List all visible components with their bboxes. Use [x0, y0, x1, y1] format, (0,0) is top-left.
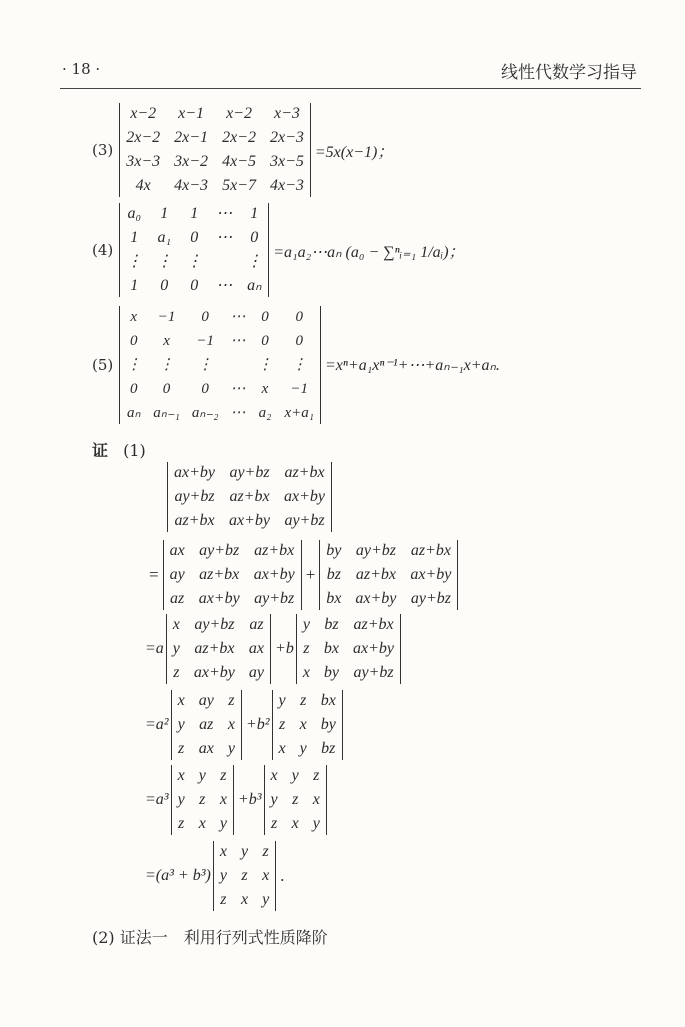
matrix-entry: 1	[130, 277, 139, 294]
determinant-a	[166, 614, 271, 684]
matrix-entry: 0	[250, 229, 259, 246]
item-label: (4)	[92, 241, 114, 259]
matrix-entry: bx	[323, 640, 340, 657]
matrix-entry: by	[320, 716, 336, 733]
matrix-entry: ay+bz	[410, 590, 451, 607]
matrix-entry: y	[302, 616, 310, 633]
matrix-entry: az+bx	[355, 566, 396, 583]
matrix-entry: 4x−3	[174, 177, 209, 194]
matrix-entry: ax+by	[229, 512, 270, 529]
matrix-entry: az+bx	[174, 512, 215, 529]
matrix-entry: x	[302, 664, 310, 681]
matrix-entry: ⋮	[159, 357, 175, 373]
matrix-entry: ay	[169, 566, 185, 583]
determinant-b	[272, 690, 343, 760]
matrix-entry: ay	[198, 692, 214, 709]
matrix-entry: x	[130, 309, 138, 325]
matrix-entry: 1	[130, 229, 139, 246]
matrix-entry: x	[278, 740, 286, 757]
matrix-entry: 2x−3	[269, 129, 304, 146]
proof-step-0	[167, 462, 332, 532]
item-4	[92, 203, 465, 297]
coef: =(a³ + b³)	[145, 867, 211, 884]
determinant-b	[296, 614, 401, 684]
matrix-entry: az+bx	[353, 616, 394, 633]
matrix-entry: ay+bz	[284, 512, 325, 529]
matrix-entry: x	[219, 791, 227, 808]
matrix-entry: z	[292, 791, 299, 808]
book-title: 线性代数学习指导	[501, 63, 637, 83]
matrix-entry: ⋮	[126, 253, 143, 270]
matrix-entry: z	[178, 740, 185, 757]
matrix-entry: x	[177, 692, 185, 709]
matrix-entry: ay	[248, 664, 265, 681]
matrix-entry: x	[261, 381, 269, 397]
matrix-entry: y	[291, 767, 299, 784]
matrix-entry: x	[262, 867, 270, 884]
matrix-entry: 0	[201, 309, 209, 325]
matrix-entry: ax+by	[410, 566, 452, 583]
matrix-entry: x	[198, 815, 206, 832]
determinant-b	[264, 765, 327, 835]
next-section-line: (2) 证法一 利用行列式性质降阶	[92, 928, 328, 947]
matrix-entry: 0	[295, 333, 303, 349]
matrix-entry: 0	[295, 309, 303, 325]
page-number: · 18 ·	[62, 60, 101, 78]
matrix-entry: bz	[326, 566, 341, 583]
matrix-entry: 2x−2	[222, 129, 256, 146]
matrix-entry	[216, 251, 232, 273]
matrix-entry: 0	[261, 333, 269, 349]
matrix-entry: z	[303, 640, 310, 657]
matrix-entry: ax+by	[193, 664, 235, 681]
matrix-entry: ay+bz	[229, 464, 270, 481]
matrix-entry: y	[240, 843, 249, 860]
matrix-entry: az+bx	[229, 488, 270, 505]
matrix-entry: z	[220, 891, 227, 908]
matrix-entry: y	[177, 716, 185, 733]
matrix-entry: az+bx	[254, 542, 295, 559]
matrix-entry: aₙ	[247, 277, 262, 294]
matrix-entry: ay+bz	[174, 488, 215, 505]
matrix-entry: ay+bz	[199, 542, 240, 559]
matrix-entry: ay+bz	[194, 616, 235, 633]
matrix-entry: 4x−5	[222, 153, 256, 170]
proof-step-3	[145, 690, 343, 760]
matrix-entry: ⋯	[230, 309, 246, 325]
item-5	[92, 306, 500, 424]
matrix-entry: y	[312, 815, 320, 832]
matrix-entry: x	[312, 791, 320, 808]
determinant-b	[319, 540, 458, 610]
matrix-entry: x	[291, 815, 299, 832]
matrix-entry: ⋯	[230, 381, 246, 397]
matrix-entry: z	[270, 815, 278, 832]
matrix-entry: y	[172, 640, 180, 657]
matrix-entry: y	[198, 767, 206, 784]
matrix-entry: x	[163, 333, 170, 349]
matrix-entry: a₂	[258, 405, 272, 421]
matrix-entry: 0	[160, 277, 169, 294]
matrix-entry: −1	[196, 333, 214, 349]
matrix-entry: x	[270, 767, 278, 784]
matrix-entry: az	[170, 590, 185, 607]
matrix-entry: ax	[169, 542, 185, 559]
matrix-entry: y	[262, 891, 270, 908]
matrix-entry: y	[227, 740, 235, 757]
item-3	[92, 103, 393, 197]
matrix-entry: −1	[157, 309, 176, 325]
matrix-entry: aₙ	[127, 405, 141, 421]
matrix-entry: ax+by	[355, 590, 397, 607]
matrix-entry: aₙ₋₁	[153, 405, 180, 421]
matrix-entry: 4x−3	[269, 177, 304, 194]
proof-heading	[92, 438, 146, 461]
proof-step-4	[145, 765, 327, 835]
period: .	[280, 866, 285, 885]
proof-mark: 证	[92, 441, 109, 460]
matrix-entry: z	[278, 716, 286, 733]
equals-sign: =	[149, 565, 159, 584]
matrix-entry: z	[178, 815, 185, 832]
matrix-entry: az	[249, 616, 264, 633]
matrix-entry: by	[323, 664, 340, 681]
matrix-entry: 5x−7	[222, 177, 256, 194]
matrix-entry: ⋯	[216, 205, 233, 222]
matrix-entry: x	[219, 843, 227, 860]
matrix-entry: x	[172, 616, 180, 633]
matrix-entry: ⋮	[186, 253, 203, 270]
matrix-entry: by	[326, 542, 342, 559]
matrix-entry: 3x−2	[174, 153, 209, 170]
matrix-entry: ax+by	[174, 464, 215, 481]
matrix-entry: ay+bz	[355, 542, 396, 559]
matrix-entry: x−3	[273, 105, 300, 122]
matrix-entry: y	[219, 815, 227, 832]
matrix-entry: x	[177, 767, 185, 784]
matrix-entry: ⋮	[126, 357, 142, 373]
item-rhs: =xⁿ+a₁xⁿ⁻¹+⋯+aₙ₋₁x+aₙ.	[324, 357, 500, 374]
matrix-entry: 1	[160, 205, 169, 222]
plus-sign: +	[305, 565, 316, 584]
matrix-entry: z	[199, 791, 206, 808]
matrix-entry: z	[241, 867, 248, 884]
coef-a: =a²	[145, 716, 169, 733]
matrix-entry: 3x−5	[269, 153, 304, 170]
matrix-entry: y	[278, 692, 286, 709]
matrix-entry: ⋯	[216, 229, 233, 246]
matrix-entry: ay+bz	[254, 590, 295, 607]
matrix-entry	[230, 354, 245, 376]
matrix-entry: x−2	[226, 105, 252, 122]
determinant	[119, 306, 321, 424]
matrix-entry: bx	[326, 590, 342, 607]
matrix-entry: x−1	[178, 105, 205, 122]
proof-step-2	[145, 614, 401, 684]
matrix-entry: 0	[190, 277, 199, 294]
matrix-entry: 0	[190, 229, 199, 246]
matrix-entry: az+bx	[199, 566, 240, 583]
matrix-entry: ay+bz	[353, 664, 394, 681]
determinant	[167, 462, 332, 532]
matrix-entry: 2x−1	[174, 129, 209, 146]
matrix-entry: az+bx	[284, 464, 325, 481]
determinant	[119, 203, 269, 297]
matrix-entry: y	[219, 867, 227, 884]
matrix-entry: z	[300, 692, 307, 709]
matrix-entry: ⋯	[230, 405, 246, 421]
matrix-entry: 0	[261, 309, 269, 325]
matrix-entry: ax	[198, 740, 214, 757]
coef-a: =a³	[145, 791, 169, 808]
coef-a: =a	[145, 640, 164, 657]
matrix-entry: x	[240, 891, 249, 908]
matrix-entry: bz	[321, 740, 336, 757]
matrix-entry: ⋯	[230, 333, 246, 349]
proof-part: (1)	[123, 441, 146, 460]
determinant-a	[163, 540, 302, 610]
determinant-a	[171, 690, 242, 760]
matrix-entry: ⋮	[197, 357, 213, 373]
matrix-entry: 0	[130, 381, 138, 397]
matrix-entry: ax+by	[353, 640, 395, 657]
matrix-entry: x	[299, 716, 307, 733]
matrix-entry: az	[199, 716, 214, 733]
matrix-entry: −1	[290, 381, 309, 397]
item-label: (3)	[92, 141, 114, 159]
matrix-entry: z	[313, 767, 320, 784]
determinant	[213, 841, 276, 911]
item-rhs: =5x(x−1)；	[314, 143, 394, 161]
matrix-entry: bx	[320, 692, 336, 709]
matrix-entry: ax	[248, 640, 265, 657]
matrix-entry: 0	[162, 381, 171, 397]
matrix-entry: az+bx	[194, 640, 235, 657]
matrix-entry: 0	[201, 381, 209, 397]
coef-b: +b	[275, 640, 294, 657]
proof-step-5	[145, 841, 288, 911]
matrix-entry: z	[173, 664, 180, 681]
matrix-entry: 3x−3	[126, 153, 161, 170]
matrix-entry: x+a₁	[284, 405, 314, 421]
determinant	[119, 103, 311, 197]
matrix-entry: ⋮	[246, 253, 263, 270]
matrix-entry: x	[227, 716, 235, 733]
matrix-entry: ax+by	[284, 488, 325, 505]
matrix-entry: z	[220, 767, 227, 784]
matrix-entry: 0	[130, 333, 138, 349]
matrix-entry: z	[228, 692, 235, 709]
matrix-entry: y	[270, 791, 278, 808]
matrix-entry: 2x−2	[126, 129, 161, 146]
matrix-entry: ⋮	[156, 253, 173, 270]
matrix-entry: y	[177, 791, 185, 808]
coef-b: +b²	[245, 716, 270, 733]
item-rhs: =a₁a₂⋯aₙ (a₀ − ∑ⁿᵢ₌₁ 1/aᵢ)；	[273, 243, 465, 261]
matrix-entry: ⋯	[216, 277, 233, 294]
matrix-entry: ⋮	[257, 357, 273, 373]
matrix-entry: aₙ₋₂	[191, 405, 219, 421]
matrix-entry: x−2	[130, 105, 157, 122]
matrix-entry: ⋮	[291, 357, 307, 373]
matrix-entry: a₀	[127, 205, 142, 222]
matrix-entry: y	[299, 740, 307, 757]
item-label: (5)	[92, 356, 114, 374]
matrix-entry: bz	[324, 616, 339, 633]
header-rule	[60, 88, 641, 89]
coef-b: +b³	[237, 791, 262, 808]
determinant-a	[171, 765, 234, 835]
matrix-entry: az+bx	[410, 542, 451, 559]
matrix-entry: a₁	[157, 229, 172, 246]
matrix-entry: ax+by	[198, 590, 240, 607]
proof-step-1	[145, 540, 458, 610]
matrix-entry: ax+by	[253, 566, 295, 583]
matrix-entry: 1	[250, 205, 259, 222]
matrix-entry: 4x	[135, 177, 151, 194]
matrix-entry: 1	[190, 205, 199, 222]
matrix-entry: z	[262, 843, 269, 860]
